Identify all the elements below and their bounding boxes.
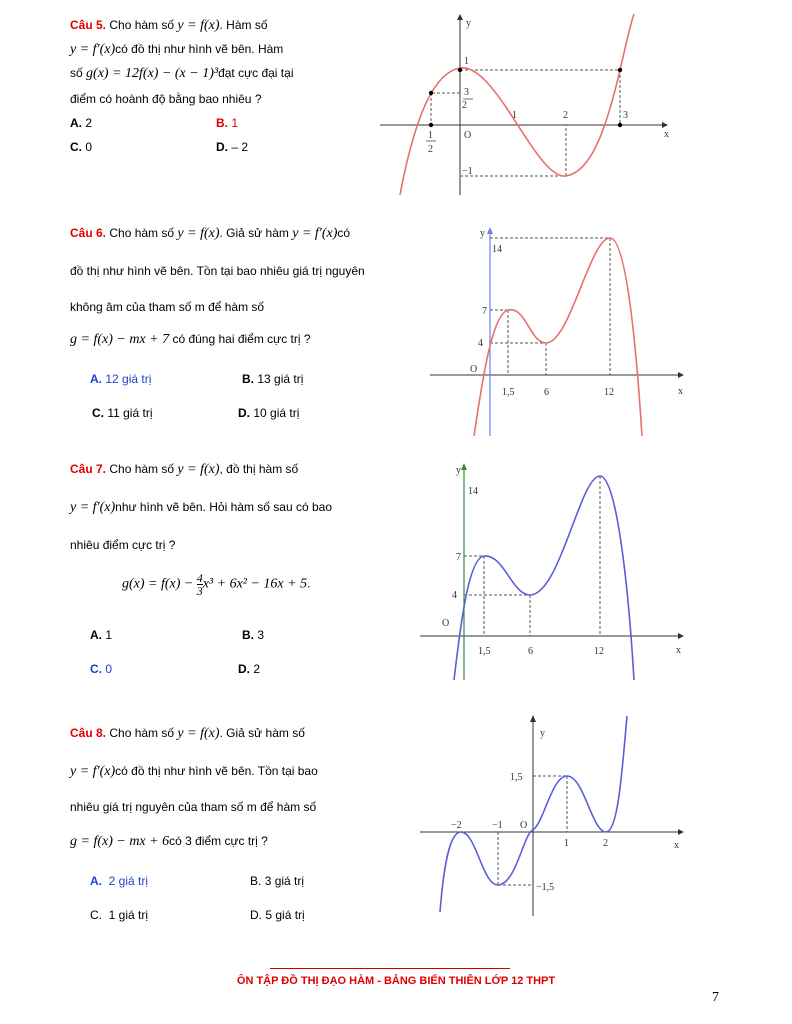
q8-x1: 1 xyxy=(564,838,569,849)
q7-x6: 6 xyxy=(528,646,533,657)
q7-formula: g(x) = f(x) − $\frac{4}{3}$ x³ + 6x² − 16x + 5. xyxy=(122,571,311,598)
q7-line2-text: như hình vẽ bên. Hỏi hàm số sau có bao xyxy=(115,500,332,514)
q5-frac-den: 2 xyxy=(462,100,467,111)
q6-graph xyxy=(430,222,690,438)
q5-label: Câu 5. xyxy=(70,18,107,32)
q8-line3-text: nhiêu giá trị nguyên của tham số m để hàm số xyxy=(70,800,317,814)
q7-graph xyxy=(420,460,690,682)
q8-xneg2: −2 xyxy=(451,820,462,831)
q5-option-a[interactable]: A. 2 xyxy=(70,116,93,130)
q5-y-1: 1 xyxy=(464,56,469,67)
q5-origin: O xyxy=(464,130,472,141)
q8-label: Câu 8. xyxy=(70,726,107,740)
q6-line1-text: Cho hàm số xyxy=(109,226,175,240)
q6-y14: 14 xyxy=(492,244,502,255)
q8-line1-text2: . Giả sử hàm số xyxy=(219,726,305,740)
q6-label: Câu 6. xyxy=(70,226,107,240)
q8-origin: O xyxy=(520,820,528,831)
q7-x12: 12 xyxy=(594,646,604,657)
q7-line1-math: y = f(x) xyxy=(177,462,220,477)
q6-axis-y-label: y xyxy=(480,228,485,239)
q8-graph xyxy=(420,712,690,918)
q5-line1-text2: . Hàm số xyxy=(219,18,268,32)
q8-axis-y-label: y xyxy=(540,728,545,739)
q6-line1-math: y = f(x) xyxy=(177,226,220,241)
q8-line1-text: Cho hàm số xyxy=(109,726,175,740)
q5-line1-text: Cho hàm số xyxy=(109,18,175,32)
q7-line1-text: Cho hàm số xyxy=(109,462,175,476)
q5-point-4 xyxy=(618,68,622,72)
q5-line3-text2: đạt cực đại tại xyxy=(218,66,294,80)
q8-option-c[interactable]: C. 1 giá trị xyxy=(90,908,149,922)
q5-xfrac-den: 2 xyxy=(428,144,433,155)
q5-line2-math: y = f′(x) xyxy=(70,42,116,57)
q8-option-b[interactable]: B. 3 giá trị xyxy=(250,874,305,888)
q5-option-b[interactable]: B. 1 xyxy=(216,116,239,130)
q8-line2-text: có đồ thị như hình vẽ bên. Tồn tại bao xyxy=(115,764,318,778)
q7-option-a[interactable]: A. 1 xyxy=(90,628,113,642)
q7-y14: 14 xyxy=(468,486,478,497)
footer-title: ÔN TẬP ĐỒ THỊ ĐẠO HÀM - BẢNG BIẾN THIÊN LỚP 12 THPT xyxy=(236,975,556,987)
footer-divider xyxy=(270,968,510,969)
q5-tick-3: 3 xyxy=(623,110,628,121)
q8-line1-math: y = f(x) xyxy=(177,726,220,741)
q7-line3-text: nhiêu điểm cực trị ? xyxy=(70,538,176,552)
q7-y7: 7 xyxy=(456,552,461,563)
q6-line2-text: đồ thị như hình vẽ bên. Tồn tại bao nhiêu giá trị nguyên xyxy=(70,264,365,278)
q5-xfrac-num: 1 xyxy=(428,130,433,141)
q6-line1-text3: có xyxy=(337,226,351,240)
q5-axis-y-label: y xyxy=(466,18,471,29)
q6-option-a[interactable]: A. 12 giá trị xyxy=(90,372,152,386)
q8-line2-math: y = f′(x) xyxy=(70,764,116,779)
q6-option-c[interactable]: C. 11 giá trị xyxy=(92,406,153,420)
q5-tick-1: 1 xyxy=(512,110,517,121)
q7-formula-num: 4 xyxy=(196,571,203,585)
q5-line2-text: có đồ thị như hình vẽ bên. Hàm xyxy=(115,42,284,56)
q7-line1-text2: , đồ thị hàm số xyxy=(219,462,299,476)
q6-line4-math: g = f(x) − mx + 7 xyxy=(70,332,170,347)
page-number: 7 xyxy=(712,990,719,1005)
q5-line1-math: y = f(x) xyxy=(177,18,220,33)
q7-y4: 4 xyxy=(452,590,457,601)
q6-line4-text: có đúng hai điểm cực trị ? xyxy=(172,332,311,346)
q6-line1-text2: . Giả sử hàm xyxy=(219,226,289,240)
q7-option-b[interactable]: B. 3 xyxy=(242,628,265,642)
q5-option-c[interactable]: C. 0 xyxy=(70,140,93,154)
q8-line4-text: có 3 điểm cực trị ? xyxy=(169,834,268,848)
q6-origin: O xyxy=(470,364,478,375)
q8-x2: 2 xyxy=(603,838,608,849)
q8-xneg1: −1 xyxy=(492,820,503,831)
q6-line3-text: không âm của tham số m để hàm số xyxy=(70,300,265,314)
q7-axis-y-label: y xyxy=(456,465,461,476)
q5-point-1 xyxy=(458,68,462,72)
q8-yneg15: −1,5 xyxy=(536,882,555,893)
q5-y-neg1: −1 xyxy=(462,166,473,177)
q6-x15: 1,5 xyxy=(502,387,515,398)
q5-tick-2: 2 xyxy=(563,110,568,121)
q6-curve xyxy=(474,238,642,436)
q6-option-d[interactable]: D. 10 giá trị xyxy=(238,406,300,420)
q5-axis-x-label: x xyxy=(664,129,669,140)
q6-option-b[interactable]: B. 13 giá trị xyxy=(242,372,304,386)
q8-y15: 1,5 xyxy=(510,772,523,783)
q8-option-d[interactable]: D. 5 giá trị xyxy=(250,908,305,922)
q7-origin: O xyxy=(442,618,450,629)
q7-label: Câu 7. xyxy=(70,462,107,476)
q5-line3-math: g(x) = 12f(x) − (x − 1)³ xyxy=(86,66,219,81)
q6-line1-math2: y = f′(x) xyxy=(292,226,338,241)
q5-point-5 xyxy=(618,123,622,127)
q5-curve xyxy=(400,14,634,195)
q6-y7: 7 xyxy=(482,306,487,317)
q6-axis-x-label: x xyxy=(678,386,683,397)
q8-axis-x-label: x xyxy=(674,840,679,851)
q7-option-d[interactable]: D. 2 xyxy=(238,662,261,676)
q7-formula-den: 3 xyxy=(196,584,203,598)
q5-frac-num: 3 xyxy=(464,87,469,98)
q8-line4-math: g = f(x) − mx + 6 xyxy=(70,834,170,849)
q5-point-2 xyxy=(429,91,433,95)
q6-y4: 4 xyxy=(478,338,483,349)
q7-axis-x-label: x xyxy=(676,645,681,656)
q8-option-a[interactable]: A. 2 giá trị xyxy=(90,874,149,888)
q5-graph xyxy=(376,10,676,200)
q6-x12: 12 xyxy=(604,387,614,398)
q7-line2-math: y = f′(x) xyxy=(70,500,116,515)
q5-line4-text: điểm có hoành độ bằng bao nhiêu ? xyxy=(70,92,262,106)
q7-x15: 1,5 xyxy=(478,646,491,657)
q5-point-3 xyxy=(429,123,433,127)
q5-option-d[interactable]: D. – 2 xyxy=(216,140,249,154)
q5-line3-text: số xyxy=(70,66,83,80)
q6-x6: 6 xyxy=(544,387,549,398)
q7-option-c[interactable]: C. 0 xyxy=(90,662,113,676)
